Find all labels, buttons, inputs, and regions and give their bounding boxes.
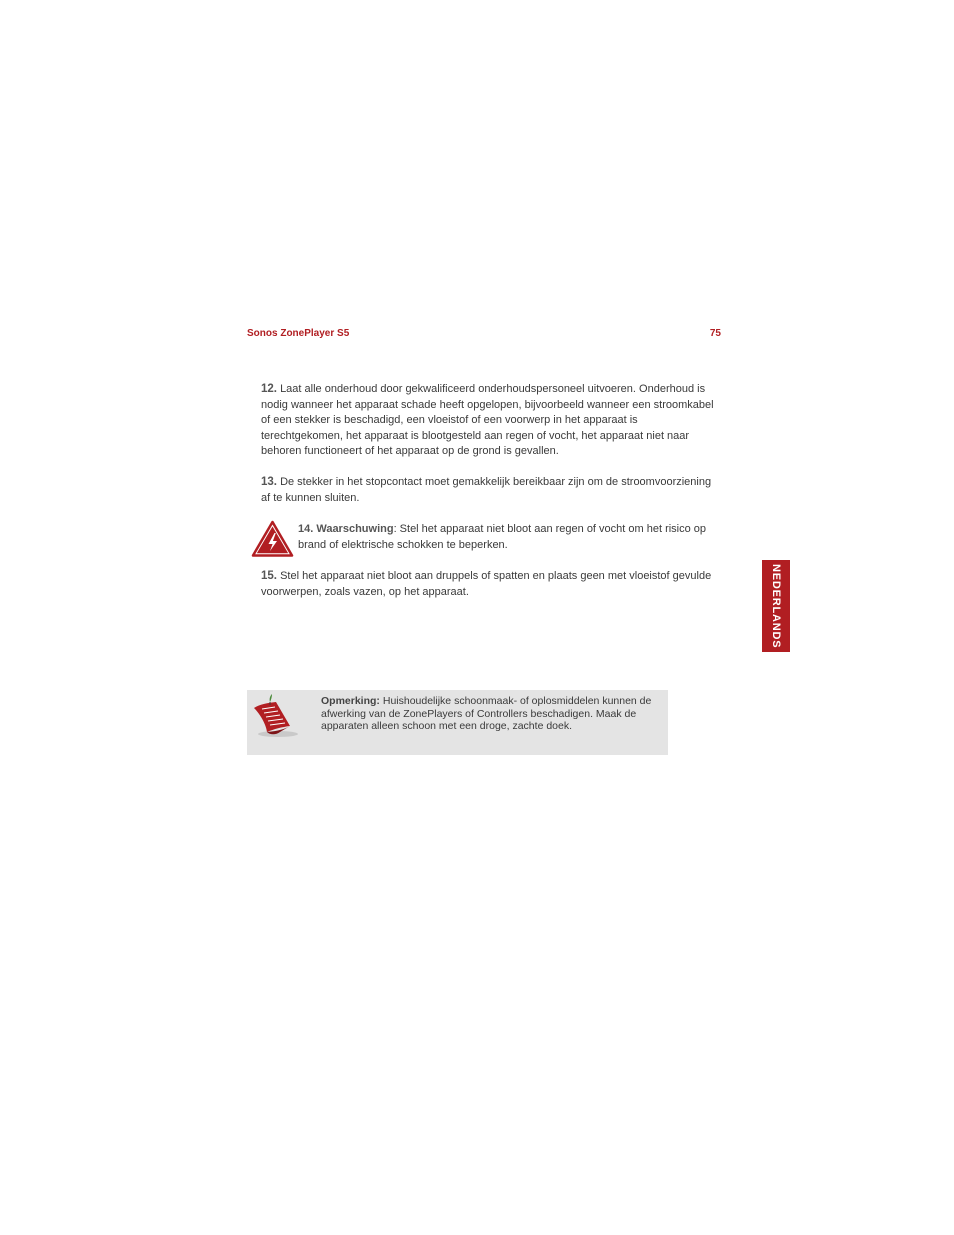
item-text: De stekker in het stopcontact moet gemakkelijk bereikbaar zijn om de stroomvoorziening af te kunnen sluiten. (261, 476, 712, 504)
note-label: Opmerking: (321, 695, 380, 707)
warning-text: : Stel het apparaat niet bloot aan regen of vocht om het risico op brand of elektrische schokken te beperken. (298, 523, 707, 551)
list-item-15 (261, 569, 721, 600)
document-title: Sonos ZonePlayer S5 (247, 328, 350, 339)
item-number: 15. (261, 570, 277, 582)
side-tab-label: NEDERLANDS (770, 563, 782, 649)
note-text: Huishoudelijke schoonmaak- of oplosmiddelen kunnen de afwerking van de ZonePlayers of Controllers beschadigen. Maak de apparaten alleen schoon met een droge, zachte doek. (321, 695, 652, 732)
warning-paragraph (298, 522, 721, 553)
item-number: 13. (261, 476, 277, 488)
warning-label: 14. Waarschuwing (298, 523, 394, 535)
list-item-12 (261, 382, 721, 460)
note-paper-icon (250, 692, 302, 738)
note-paragraph (321, 695, 661, 733)
item-text: Stel het apparaat niet bloot aan druppels of spatten en plaats geen met vloeistof gevulde voorwerpen, zoals vazen, op het apparaat. (261, 570, 712, 598)
item-text: Laat alle onderhoud door gekwalificeerd onderhoudspersoneel uitvoeren. Onderhoud is nodig wanneer het apparaat schade heeft opgelopen, bijvoorbeeld wanneer een stroomkabel of een stekker is beschadigd, een vloeistof of een voorwerp in het apparaat is terechtgekomen, het apparaat is blootgesteld aan regen of vocht, het apparaat niet naar behoren functioneert of het apparaat op de grond is gevallen. (261, 383, 714, 457)
item-number: 12. (261, 383, 277, 395)
list-item-13 (261, 475, 721, 506)
language-side-tab (762, 560, 790, 652)
page-number: 75 (709, 328, 721, 339)
electric-shock-warning-icon (251, 520, 294, 558)
